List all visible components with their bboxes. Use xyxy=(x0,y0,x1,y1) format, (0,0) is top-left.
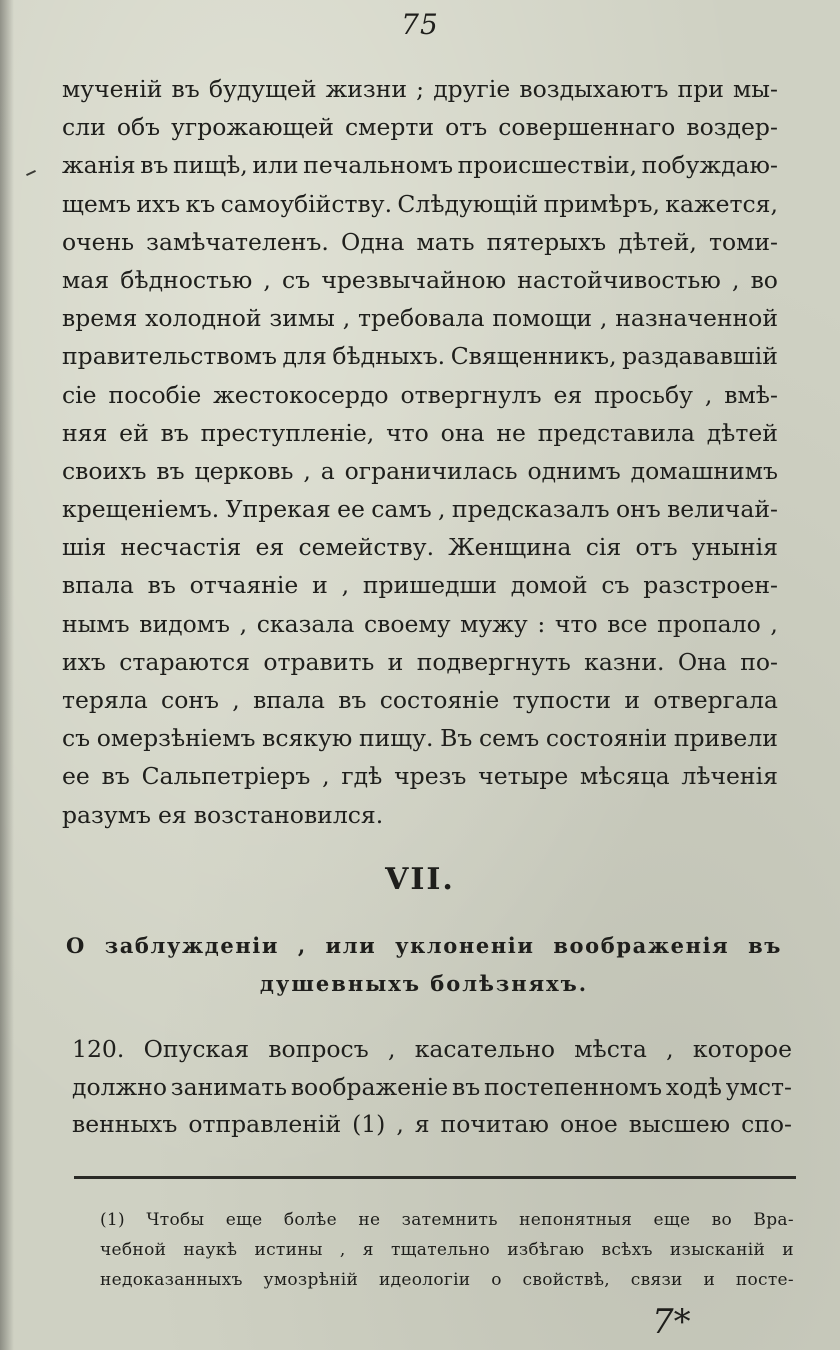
word: сказала xyxy=(256,609,355,638)
word: ; xyxy=(416,75,425,103)
word: что xyxy=(386,418,429,447)
word: въ xyxy=(748,933,782,958)
word: пропало xyxy=(657,609,761,638)
word: зимы xyxy=(269,304,335,333)
word: о xyxy=(491,1270,502,1290)
word: еще xyxy=(225,1210,263,1230)
word: въ xyxy=(160,418,189,447)
word: , xyxy=(303,456,311,485)
word: видомъ xyxy=(139,609,230,638)
paragraph-2-line xyxy=(72,1106,792,1144)
word: примѣръ, xyxy=(543,189,660,218)
word: вмѣ- xyxy=(724,380,778,409)
word: томи- xyxy=(708,227,778,256)
word: , xyxy=(387,1035,396,1063)
word: совершеннаго xyxy=(498,113,676,142)
word: Въ xyxy=(440,724,473,753)
word: нымъ xyxy=(62,609,130,638)
word: угрожающей xyxy=(171,113,334,142)
word: съ xyxy=(601,571,630,600)
word: сіе xyxy=(62,380,97,409)
word: жестокосердо xyxy=(213,380,389,409)
word: или xyxy=(252,151,299,180)
word: замѣчателенъ. xyxy=(146,227,329,256)
paragraph-1-line xyxy=(62,452,778,490)
word: воздыхаютъ xyxy=(519,75,669,103)
word: помощи xyxy=(492,304,593,333)
word: непонятныя xyxy=(519,1210,633,1230)
word: побуждаю- xyxy=(641,151,778,180)
footnote-line xyxy=(100,1205,794,1235)
word: въ xyxy=(338,686,367,714)
word: несчастія xyxy=(120,533,242,562)
word: или xyxy=(325,933,377,958)
word: а xyxy=(320,456,335,485)
word: , xyxy=(341,571,350,600)
word: впала xyxy=(62,571,134,600)
paragraph-2 xyxy=(72,1031,792,1144)
word: дѣтей xyxy=(706,418,778,447)
word: почитаю xyxy=(440,1110,550,1138)
word: все xyxy=(607,609,648,638)
word: впала xyxy=(253,686,325,714)
word: недоказанныхъ xyxy=(100,1270,243,1290)
word: , xyxy=(342,304,351,333)
word: отъ xyxy=(445,113,488,142)
paragraph-1-line xyxy=(62,414,778,452)
paragraph-1-line xyxy=(62,376,778,414)
word: мужу xyxy=(460,609,528,638)
word: ея xyxy=(255,533,285,562)
word: отравить xyxy=(263,647,375,676)
word: мать xyxy=(416,227,475,256)
word: величай- xyxy=(667,495,778,524)
word: въ xyxy=(171,75,200,103)
word: вопросъ xyxy=(268,1035,369,1063)
word: предсказалъ xyxy=(451,495,610,524)
word: съ xyxy=(282,265,311,294)
word: омерзѣніемъ xyxy=(96,724,256,753)
word: другіе xyxy=(433,75,511,103)
word: умст- xyxy=(725,1072,792,1101)
word: крещеніемъ. xyxy=(62,495,220,524)
word: разстроен- xyxy=(643,571,778,600)
word: оное xyxy=(559,1110,618,1138)
page-edge-shadow xyxy=(0,0,14,1350)
word: , xyxy=(339,1240,346,1260)
word: (1) xyxy=(352,1110,386,1138)
word: О xyxy=(66,933,86,958)
word: пищѣ, xyxy=(172,151,248,180)
word: воображеніе xyxy=(290,1072,449,1101)
section-title-line xyxy=(66,927,782,965)
word: пришедши xyxy=(362,571,497,600)
word: что xyxy=(554,609,598,638)
word: просьбу xyxy=(594,380,693,409)
word: чрезъ xyxy=(394,762,467,791)
paragraph-1-line xyxy=(62,605,778,643)
printer-signature-mark: 7* xyxy=(652,1302,691,1342)
word: самоубійству. xyxy=(220,189,393,218)
word: Опуская xyxy=(143,1035,250,1063)
word: пищу. xyxy=(358,724,434,753)
paragraph-1-line xyxy=(62,719,778,757)
word: во xyxy=(750,265,778,294)
word: Одна xyxy=(340,227,405,256)
paragraph-2-line xyxy=(72,1031,792,1069)
word: объ xyxy=(116,113,161,142)
word: время xyxy=(62,304,138,333)
word: Сальпетріеръ xyxy=(141,762,311,791)
word: всякую xyxy=(262,724,353,753)
word: и xyxy=(312,571,328,600)
word: отвергнулъ xyxy=(400,380,542,409)
word: она xyxy=(440,418,485,447)
word: тупости xyxy=(512,686,612,714)
word: въ xyxy=(140,151,169,180)
word: Она xyxy=(677,647,727,676)
word: дѣтей, xyxy=(618,227,697,256)
footnote-line xyxy=(100,1235,794,1265)
word: лѣченія xyxy=(681,762,778,791)
footnote-line xyxy=(100,1265,794,1295)
word: , xyxy=(704,380,713,409)
word: я xyxy=(414,1110,430,1138)
paragraph-1-line xyxy=(62,146,778,184)
word: болѣе xyxy=(283,1210,337,1230)
word: семейству. xyxy=(298,533,435,562)
word: (1) xyxy=(100,1210,125,1230)
word: кажется, xyxy=(665,189,778,218)
word: онъ xyxy=(615,495,661,524)
word: наукѣ xyxy=(183,1240,238,1260)
word: чебной xyxy=(100,1240,167,1260)
word: Чтобы xyxy=(146,1210,205,1230)
word: 120. xyxy=(72,1035,125,1063)
word: умозрѣній xyxy=(263,1270,359,1290)
word: отчаяніе xyxy=(189,571,299,600)
word: въ xyxy=(147,571,176,600)
paragraph-1-line xyxy=(62,337,778,375)
word: , xyxy=(666,1035,674,1063)
word: жанія xyxy=(62,151,136,180)
word: еще xyxy=(653,1210,691,1230)
word: всѣхъ xyxy=(601,1240,653,1260)
word: Священникъ, xyxy=(450,342,617,371)
word: постепенномъ xyxy=(483,1072,663,1101)
word: , xyxy=(438,495,446,524)
word: связи xyxy=(630,1270,683,1290)
word: возстановился. xyxy=(193,800,384,829)
word: воображенія xyxy=(553,933,730,958)
word: изысканій xyxy=(669,1240,766,1260)
word: касательно xyxy=(414,1035,555,1063)
word: , xyxy=(322,762,330,791)
paragraph-1-line xyxy=(62,223,778,261)
word: , xyxy=(770,609,778,638)
word: бѣдныхъ. xyxy=(332,342,446,371)
word: не xyxy=(358,1210,381,1230)
word: съ xyxy=(62,724,91,753)
paragraph-2-line xyxy=(72,1069,792,1107)
word: бѣдностью xyxy=(120,265,253,294)
word: идеологіи xyxy=(378,1270,471,1290)
word: очень xyxy=(62,227,135,256)
word: представила xyxy=(537,418,695,447)
word: и xyxy=(703,1270,716,1290)
word: гдѣ xyxy=(341,762,383,791)
word: должно xyxy=(72,1072,167,1101)
paragraph-1-line xyxy=(62,108,778,146)
word: Женщина xyxy=(448,533,572,562)
word: няя xyxy=(62,418,108,447)
word: и xyxy=(624,686,641,714)
word: Слѣдующій xyxy=(397,189,539,218)
word: , xyxy=(396,1110,404,1138)
word: заблужденіи xyxy=(104,933,280,958)
word: сія xyxy=(585,533,622,562)
paragraph-1-line xyxy=(62,528,778,566)
word: спо- xyxy=(741,1110,792,1138)
word: казни. xyxy=(584,647,665,676)
word: мѣста xyxy=(574,1035,647,1063)
word: Вра- xyxy=(753,1210,794,1230)
word: по- xyxy=(740,647,778,676)
paragraph-1-line xyxy=(62,299,778,337)
word: , xyxy=(239,609,248,638)
word: жизни xyxy=(325,75,408,103)
word: мы- xyxy=(733,75,778,103)
word: теряла xyxy=(62,686,148,714)
footnote-divider xyxy=(74,1176,796,1179)
section-numeral: VII. xyxy=(385,862,455,897)
word: холодной xyxy=(145,304,262,333)
word: отвергала xyxy=(653,686,778,714)
word: пятерыхъ xyxy=(486,227,607,256)
word: ограничилась xyxy=(344,456,518,485)
word: состояніе xyxy=(379,686,500,714)
word: высшею xyxy=(628,1110,731,1138)
word: отправленій xyxy=(188,1110,342,1138)
word: я xyxy=(362,1240,374,1260)
stray-ink-mark xyxy=(26,170,36,176)
word: избѣгаю xyxy=(507,1240,585,1260)
paragraph-1-line xyxy=(62,185,778,223)
word: домой xyxy=(510,571,588,600)
word: стараются xyxy=(119,647,250,676)
paragraph-1-line xyxy=(62,796,778,834)
word: ихъ xyxy=(62,647,106,676)
word: шія xyxy=(62,533,107,562)
word: будущей xyxy=(208,75,317,103)
word: свойствѣ, xyxy=(522,1270,611,1290)
section-title-line: душевныхъ болѣзняхъ. xyxy=(259,971,589,996)
word: въ xyxy=(451,1072,481,1101)
word: семъ xyxy=(478,724,540,753)
word: ея xyxy=(553,380,583,409)
word: домашнимъ xyxy=(630,456,778,485)
word: уклоненіи xyxy=(395,933,535,958)
word: самъ xyxy=(371,495,432,524)
paragraph-1-line xyxy=(62,643,778,681)
word: церковь xyxy=(194,456,294,485)
word: сонъ xyxy=(161,686,219,714)
word: назначенной xyxy=(615,304,778,333)
word: мѣсяца xyxy=(580,762,670,791)
paragraph-1-line xyxy=(62,490,778,528)
word: не xyxy=(496,418,526,447)
word: правительствомъ xyxy=(62,342,278,371)
word: и xyxy=(387,647,404,676)
word: для xyxy=(282,342,327,371)
word: мученій xyxy=(62,75,163,103)
word: въ xyxy=(156,456,185,485)
word: и xyxy=(782,1240,794,1260)
word: раздававшій xyxy=(622,342,778,371)
word: которое xyxy=(692,1035,792,1063)
word: смерти xyxy=(345,113,435,142)
word: венныхъ xyxy=(72,1110,178,1138)
paragraph-1-line xyxy=(62,757,778,795)
word: своихъ xyxy=(62,456,147,485)
footnote xyxy=(100,1205,794,1295)
word: пособіе xyxy=(108,380,202,409)
word: Упрекая xyxy=(225,495,331,524)
word: состояніи xyxy=(545,724,668,753)
paragraph-1-line xyxy=(62,681,778,719)
paragraph-1-line xyxy=(62,70,778,108)
word: затемнить xyxy=(401,1210,498,1230)
word: настойчивостью xyxy=(517,265,721,294)
word: преступленіе, xyxy=(200,418,375,447)
word: происшествіи, xyxy=(457,151,638,180)
word: истины xyxy=(254,1240,323,1260)
section-title xyxy=(66,927,782,1003)
word: подвергнуть xyxy=(416,647,571,676)
word: , xyxy=(599,304,608,333)
word: ей xyxy=(119,418,149,447)
word: печальномъ xyxy=(303,151,454,180)
word: однимъ xyxy=(527,456,621,485)
word: , xyxy=(297,933,307,958)
word: требовала xyxy=(358,304,485,333)
word: ихъ xyxy=(136,189,181,218)
word: при xyxy=(677,75,724,103)
word: воздер- xyxy=(686,113,778,142)
word: разумъ xyxy=(62,800,151,829)
word: къ xyxy=(185,189,216,218)
word: мая xyxy=(62,265,110,294)
word: ходѣ xyxy=(665,1072,722,1101)
page-number: 75 xyxy=(401,8,439,41)
word: , xyxy=(263,265,271,294)
word: занимать xyxy=(170,1072,288,1101)
word: сли xyxy=(62,113,106,142)
word: своему xyxy=(363,609,451,638)
word: тщательно xyxy=(390,1240,491,1260)
word: ея xyxy=(157,800,187,829)
word: щемъ xyxy=(62,189,131,218)
word: ее xyxy=(62,762,90,791)
word: чрезвычайною xyxy=(321,265,507,294)
word: во xyxy=(711,1210,733,1230)
word: привели xyxy=(673,724,778,753)
paragraph-1-line xyxy=(62,566,778,604)
word: , xyxy=(232,686,240,714)
paragraph-1-line xyxy=(62,261,778,299)
word: четыре xyxy=(478,762,569,791)
word: : xyxy=(537,609,546,638)
word: ее xyxy=(337,495,365,524)
word: посте- xyxy=(735,1270,794,1290)
word: въ xyxy=(101,762,130,791)
word: , xyxy=(731,265,740,294)
word: отъ xyxy=(635,533,678,562)
paragraph-1 xyxy=(62,70,778,834)
word: унынія xyxy=(691,533,778,562)
